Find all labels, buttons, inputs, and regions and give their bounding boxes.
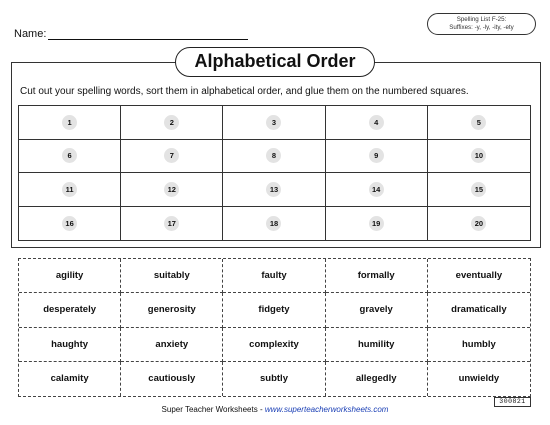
numbered-square (19, 207, 121, 241)
word-card[interactable]: fidgety (223, 293, 325, 327)
square-number: 16 (62, 216, 77, 231)
word-card[interactable]: humbly (428, 328, 530, 362)
square-number: 20 (471, 216, 486, 231)
footer (0, 405, 550, 414)
word-card[interactable]: agility (19, 259, 121, 293)
square-number: 15 (471, 182, 486, 197)
square-number: 4 (369, 115, 384, 130)
square-number: 18 (266, 216, 281, 231)
word-card[interactable]: cautiously (121, 362, 223, 396)
spelling-list-badge (427, 13, 536, 35)
word-card[interactable]: unwieldy (458, 373, 500, 385)
word-card[interactable]: desperately (19, 293, 121, 327)
square-number: 11 (62, 182, 77, 197)
numbered-square (428, 106, 530, 140)
numbered-square (428, 173, 530, 207)
square-number: 7 (164, 148, 179, 163)
numbered-square (223, 140, 325, 174)
numbered-square (19, 106, 121, 140)
square-number: 12 (164, 182, 179, 197)
name-label: Name: (14, 28, 47, 40)
square-number: 2 (164, 115, 179, 130)
numbered-square (428, 207, 530, 241)
square-number: 10 (471, 148, 486, 163)
word-card[interactable]: humility (326, 328, 428, 362)
square-number: 6 (62, 148, 77, 163)
square-number: 19 (369, 216, 384, 231)
square-number: 9 (369, 148, 384, 163)
word-cards-grid (18, 258, 531, 397)
instructions-text: Cut out your spelling words, sort them in alphabetical order, and glue them on the numbered squares. (20, 86, 469, 97)
square-number: 17 (164, 216, 179, 231)
footer-separator: - (257, 405, 265, 414)
word-card[interactable]: formally (326, 259, 428, 293)
numbered-square (326, 140, 428, 174)
word-card[interactable]: eventually (428, 259, 530, 293)
page-title: Alphabetical Order (175, 47, 375, 77)
square-number: 13 (266, 182, 281, 197)
word-card[interactable]: anxiety (121, 328, 223, 362)
numbered-square (326, 207, 428, 241)
numbered-square (121, 140, 223, 174)
numbered-square (121, 106, 223, 140)
word-card[interactable]: suitably (121, 259, 223, 293)
numbered-square (326, 106, 428, 140)
numbered-square (326, 173, 428, 207)
name-line[interactable] (48, 39, 248, 40)
numbered-square (428, 140, 530, 174)
word-card[interactable]: faulty (223, 259, 325, 293)
numbered-square (121, 173, 223, 207)
square-number: 8 (266, 148, 281, 163)
word-card[interactable]: haughty (19, 328, 121, 362)
numbered-square (121, 207, 223, 241)
square-number: 3 (266, 115, 281, 130)
footer-link[interactable]: www.superteacherworksheets.com (264, 405, 389, 414)
footer-brand: Super Teacher Worksheets (161, 405, 258, 414)
numbered-square (19, 140, 121, 174)
worksheet-code: 300821 (494, 397, 531, 407)
square-number: 1 (62, 115, 77, 130)
square-number: 5 (471, 115, 486, 130)
word-card[interactable]: subtly (223, 362, 325, 396)
numbered-square (223, 173, 325, 207)
word-card[interactable]: dramatically (428, 293, 530, 327)
numbered-square (19, 173, 121, 207)
numbered-square (223, 207, 325, 241)
word-card[interactable]: generosity (121, 293, 223, 327)
word-card[interactable]: calamity (19, 362, 121, 396)
spelling-list-suffixes: Suffixes: -y, -ly, -ity, -ety (449, 24, 514, 31)
word-card[interactable]: gravely (326, 293, 428, 327)
numbered-square (223, 106, 325, 140)
square-number: 14 (369, 182, 384, 197)
word-card[interactable]: complexity (223, 328, 325, 362)
word-card[interactable]: allegedly (326, 362, 428, 396)
spelling-list-title: Spelling List F-25: (456, 16, 507, 23)
numbered-squares-grid (18, 105, 531, 241)
